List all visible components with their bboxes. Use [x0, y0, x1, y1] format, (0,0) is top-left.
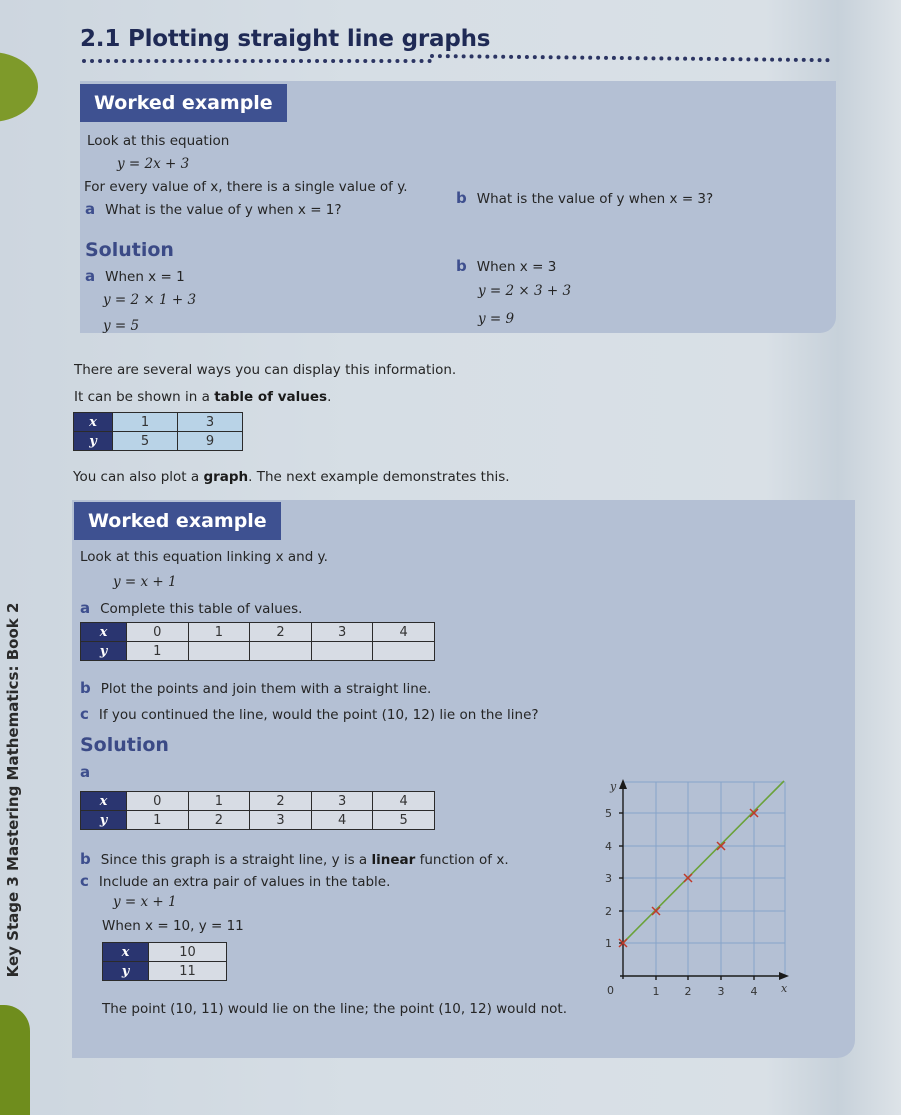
table-of-values-1: x 1 3 y 5 9 — [73, 412, 243, 451]
ex2-solution-heading: Solution — [80, 734, 169, 756]
solution-table-of-values: x 0 1 2 3 4 y 1 2 3 4 5 — [80, 791, 435, 830]
ex1-solution-b-line2: y = 2 × 3 + 3 — [478, 283, 572, 299]
ex1-question-a: a What is the value of y when x = 1? — [85, 200, 342, 218]
ex1-solution-a-line2: y = 2 × 1 + 3 — [103, 292, 197, 308]
worked-example-2-label: Worked example — [74, 502, 281, 540]
ex2-question-c: c If you continued the line, would the point (10, 12) lie on the line? — [80, 705, 539, 723]
x-tick-4: 4 — [750, 985, 758, 998]
table-of-values-text: It can be shown in a table of values. — [74, 389, 332, 405]
x-tick-1: 1 — [652, 985, 660, 998]
y-tick-2: 2 — [605, 905, 612, 918]
y-axis-label: y — [610, 780, 617, 793]
y-tick-4: 4 — [605, 840, 612, 853]
ex2-solution-a-letter: a — [80, 763, 91, 781]
blank-cell — [373, 642, 435, 661]
ex1-statement: For every value of x, there is a single value of y. — [84, 179, 408, 195]
worked-example-1-label: Worked example — [80, 84, 287, 122]
plotted-line — [623, 781, 784, 943]
title-rule-dots — [430, 54, 830, 62]
ex2-intro: Look at this equation linking x and y. — [80, 549, 328, 565]
ex2-equation: y = x + 1 — [113, 574, 177, 590]
x-tick-2: 2 — [684, 985, 692, 998]
ex1-solution-b: b When x = 3 — [456, 257, 557, 275]
plot-graph-text: You can also plot a graph. The next example demonstrates this. — [73, 469, 510, 485]
x-tick-3: 3 — [717, 985, 725, 998]
origin-label: 0 — [607, 984, 614, 997]
y-axis-arrow-icon — [619, 779, 627, 789]
blank-cell — [250, 642, 312, 661]
y-tick-5: 5 — [605, 807, 612, 820]
ex1-question-b: b What is the value of y when x = 3? — [456, 189, 714, 207]
display-info-text: There are several ways you can display this information. — [74, 362, 457, 378]
blank-cell — [188, 642, 250, 661]
extra-table-of-values: x 10 y 11 — [102, 942, 227, 981]
x-axis-arrow-icon — [779, 972, 789, 980]
ex2-solution-c-when: When x = 10, y = 11 — [102, 918, 244, 934]
ex1-solution-a: a When x = 1 — [85, 267, 185, 285]
title-underline-dots — [82, 59, 432, 63]
ex1-solution-a-line3: y = 5 — [103, 318, 140, 334]
ex2-conclusion: The point (10, 11) would lie on the line; the point (10, 12) would not. — [102, 1001, 568, 1017]
ex2-solution-b: b Since this graph is a straight line, y is a linear function of x. — [80, 850, 509, 868]
y-tick-1: 1 — [605, 937, 612, 950]
y-tick-3: 3 — [605, 872, 612, 885]
blank-cell — [311, 642, 373, 661]
question-table-of-values: x 0 1 2 3 4 y 1 — [80, 622, 435, 661]
ex1-solution-b-line3: y = 9 — [478, 311, 515, 327]
x-axis-label: x — [781, 982, 788, 995]
ex2-question-a: a Complete this table of values. — [80, 599, 303, 617]
section-title: 2.1 Plotting straight line graphs — [80, 26, 491, 52]
ex2-solution-c: c Include an extra pair of values in the table. — [80, 872, 391, 890]
chapter-tab-marker — [0, 52, 38, 122]
line-graph — [590, 770, 810, 1010]
ex1-equation: y = 2x + 3 — [117, 156, 190, 172]
book-spine-label: Key Stage 3 Mastering Mathematics: Book 2 — [4, 602, 22, 978]
ex1-intro: Look at this equation — [87, 133, 230, 149]
grid — [623, 782, 785, 976]
ex2-solution-c-equation: y = x + 1 — [113, 894, 177, 910]
chapter-tab-bottom — [0, 1005, 30, 1115]
ex2-question-b: b Plot the points and join them with a straight line. — [80, 679, 432, 697]
ex1-solution-heading: Solution — [85, 239, 174, 261]
